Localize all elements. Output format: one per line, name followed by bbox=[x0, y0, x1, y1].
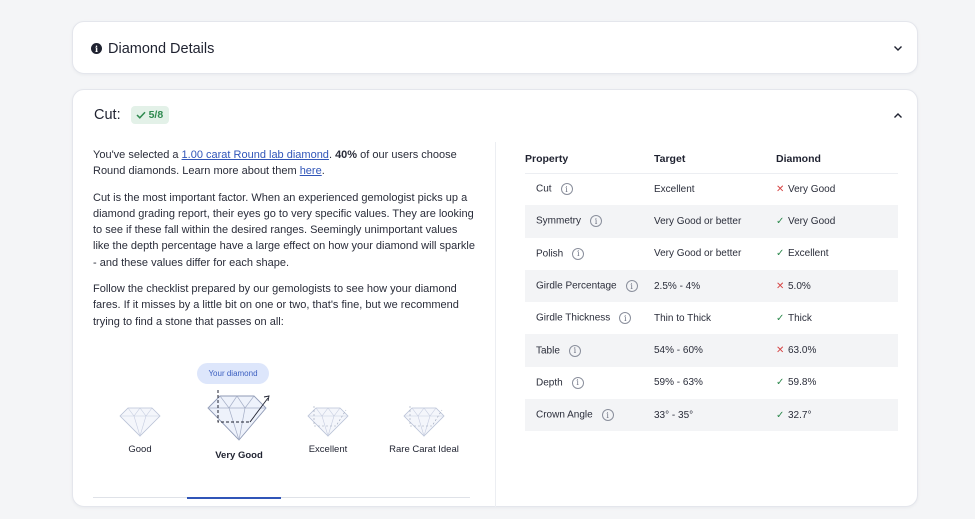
info-icon[interactable]: i bbox=[572, 248, 584, 260]
property-cell bbox=[525, 302, 654, 334]
info-icon[interactable]: i bbox=[602, 409, 614, 421]
column-divider bbox=[495, 142, 496, 508]
property-cell bbox=[525, 238, 654, 270]
diamond-good-icon bbox=[118, 404, 162, 438]
diamond-cell bbox=[776, 334, 898, 366]
cross-icon: ✕ bbox=[776, 345, 785, 357]
diamond-cell bbox=[776, 302, 898, 334]
property-label: Girdle Thickness bbox=[536, 312, 611, 324]
diamond-value: Thick bbox=[788, 312, 812, 324]
diamond-cell bbox=[776, 205, 898, 237]
diamond-cell bbox=[776, 367, 898, 399]
cut-card bbox=[72, 89, 918, 507]
table-row bbox=[525, 302, 898, 334]
table-header-row bbox=[525, 145, 898, 173]
target-cell: Thin to Thick bbox=[654, 312, 712, 324]
score-badge bbox=[131, 106, 170, 124]
grade-track-active bbox=[187, 497, 281, 499]
property-cell bbox=[525, 205, 654, 237]
check-icon bbox=[136, 111, 146, 119]
target-cell: Very Good or better bbox=[654, 248, 742, 260]
diamond-cell bbox=[776, 173, 898, 205]
learn-more-link[interactable]: here bbox=[299, 165, 322, 178]
property-label: Depth bbox=[536, 377, 563, 389]
target-cell: Excellent bbox=[654, 183, 695, 195]
checklist-paragraph: Follow the checklist prepared by our gemologists to see how your diamond fares. If it misses by a little bit on one or two, that's fine, but we recommend trying to find a stone that passes on all: bbox=[93, 283, 459, 328]
info-icon: i bbox=[91, 43, 102, 54]
diamond-value: 59.8% bbox=[788, 377, 817, 389]
info-icon[interactable]: i bbox=[569, 345, 581, 357]
grade-good[interactable] bbox=[111, 404, 169, 455]
cross-icon: ✕ bbox=[776, 183, 785, 195]
target-cell: 54% - 60% bbox=[654, 334, 776, 366]
header-property: Property bbox=[525, 145, 654, 173]
property-cell bbox=[525, 399, 654, 431]
header-target: Target bbox=[654, 145, 776, 173]
grade-excellent[interactable] bbox=[298, 404, 358, 455]
grade-track bbox=[93, 497, 470, 498]
diamond-value: 63.0% bbox=[788, 345, 817, 357]
target-cell: Very Good or better bbox=[654, 205, 776, 237]
diamond-ideal-icon bbox=[402, 404, 446, 438]
header-diamond: Diamond bbox=[776, 145, 898, 173]
diamond-cell bbox=[776, 270, 898, 302]
grade-label: Excellent bbox=[308, 444, 348, 455]
property-label: Polish bbox=[536, 248, 564, 260]
cut-description bbox=[93, 147, 475, 340]
table-row bbox=[525, 205, 898, 237]
info-icon[interactable]: i bbox=[619, 312, 631, 324]
property-label: Table bbox=[536, 345, 560, 357]
table-row bbox=[525, 334, 898, 366]
property-cell bbox=[525, 334, 654, 366]
cut-title: Cut: bbox=[94, 107, 121, 123]
grade-label: Rare Carat Ideal bbox=[389, 444, 459, 455]
diamond-value: 5.0% bbox=[788, 280, 811, 292]
cut-grade-selector bbox=[93, 362, 470, 498]
diamond-details-header[interactable] bbox=[91, 22, 214, 75]
property-cell bbox=[525, 367, 654, 399]
diamond-cell bbox=[776, 238, 898, 270]
diamond-excellent-icon bbox=[306, 404, 350, 438]
table-row bbox=[525, 238, 898, 270]
check-icon: ✓ bbox=[776, 215, 785, 227]
property-cell bbox=[525, 173, 654, 205]
table-row bbox=[525, 270, 898, 302]
grade-very-good[interactable] bbox=[201, 386, 277, 461]
info-icon[interactable]: i bbox=[626, 280, 638, 292]
property-label: Symmetry bbox=[536, 216, 581, 228]
chevron-down-icon[interactable] bbox=[893, 43, 903, 53]
diamond-very-good-icon bbox=[204, 386, 274, 444]
check-icon: ✓ bbox=[776, 377, 785, 389]
property-label: Girdle Percentage bbox=[536, 280, 617, 292]
diamond-value: 32.7° bbox=[788, 409, 812, 421]
diamond-value: Very Good bbox=[788, 183, 836, 195]
table-row bbox=[525, 399, 898, 431]
info-icon[interactable]: i bbox=[572, 377, 584, 389]
target-cell: 2.5% - 4% bbox=[654, 270, 776, 302]
info-icon[interactable]: i bbox=[590, 215, 602, 227]
cut-header[interactable] bbox=[94, 106, 169, 124]
table-row bbox=[525, 367, 898, 399]
diamond-value: Very Good bbox=[788, 215, 836, 227]
score-badge-text: 5/8 bbox=[148, 109, 164, 121]
diamond-link[interactable]: 1.00 carat Round lab diamond bbox=[181, 149, 329, 161]
target-cell: 59% - 63% bbox=[654, 377, 703, 389]
diamond-cell bbox=[776, 399, 898, 431]
grade-label: Good bbox=[128, 444, 152, 455]
intro-paragraph: You've selected a 1.00 carat Round lab diamond. 40% of our users choose Round diamonds. Learn more about them here. bbox=[93, 149, 457, 178]
diamond-details-title: Diamond Details bbox=[108, 40, 215, 57]
target-cell: 33° - 35° bbox=[654, 399, 776, 431]
diamond-details-card[interactable] bbox=[72, 21, 918, 74]
check-icon: ✓ bbox=[776, 248, 785, 260]
check-icon: ✓ bbox=[776, 312, 785, 324]
percent-highlight: 40% bbox=[335, 149, 358, 161]
chevron-up-icon[interactable] bbox=[893, 111, 903, 121]
info-icon[interactable]: i bbox=[561, 183, 573, 195]
grade-rare-carat-ideal[interactable] bbox=[387, 404, 461, 455]
grade-label-selected: Very Good bbox=[215, 450, 263, 461]
cross-icon: ✕ bbox=[776, 280, 785, 292]
property-label: Crown Angle bbox=[536, 409, 593, 421]
property-cell bbox=[525, 270, 654, 302]
check-icon: ✓ bbox=[776, 409, 785, 421]
property-table bbox=[525, 145, 898, 431]
diamond-value: Excellent bbox=[788, 248, 829, 260]
your-diamond-pill: Your diamond bbox=[197, 363, 269, 384]
table-row bbox=[525, 173, 898, 205]
property-label: Cut bbox=[536, 184, 552, 196]
cut-importance-paragraph: Cut is the most important factor. When an experienced gemologist picks up a diamond grading report, their eyes go to very specific values. They are looking to see if these fall within the desired ranges. Seemingly unimportant values like the depth percentage have a large effect on how your diamond will sparkle - and these values differ for each shape. bbox=[93, 191, 475, 269]
